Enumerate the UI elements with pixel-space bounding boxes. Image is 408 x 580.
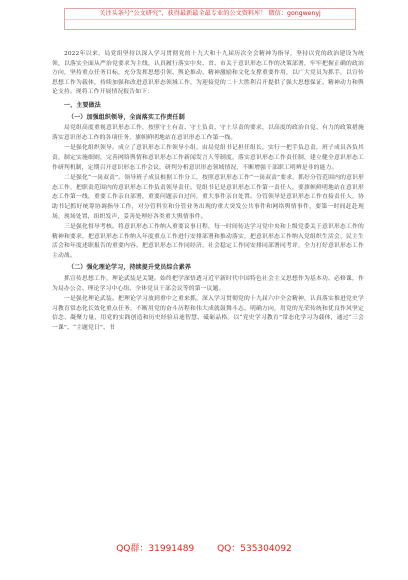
paragraph: 三是强化督导考核。将意识形态工作纳入重要议事日程，每一时间传达学习党中央和上级党委关于意识形态工作的精神和要求，把意识形态工作纳入年度重点工作进行安排部署和推动落实，把意识形态工作纳入党组织生活会、民主生活会和年度述职报告的重要内容。把意识形态工作同经济、社会稳定工作同安排同部署同考评，全力打好意识形态工作主动战。 [52, 224, 364, 259]
promo-banner [64, 8, 356, 30]
banner-text: 关注头条号“公文研究”，获得最新最全最专业的公文资料库！ 微信：gongwenyj [99, 10, 321, 17]
paragraph: 抓宣传思想工作，理论武装是关键。始终把学深悟透习近平新时代中国特色社会主义思想作为基本功、必修课，作为局办公会、理论学习中心组、全体党员干部会议等的第一议题。 [52, 276, 364, 292]
banner-subline [65, 19, 355, 28]
qq-group-text: QQ群：31991489 [116, 544, 195, 554]
intro-paragraph: 2022年以来，局党组坚持以深入学习贯彻党的十九大和十九届历次全会精神为指导，坚持以党的政治建设为统领，以落实全面从严治党要求为主线，认真履行落实中央、省、市关于意识形态工作的决策部署，牢牢把握正确的政治方向，坚持重点任务目标，充分发挥思想引领、舆论推动、精神激励和文化支撑重要作用，以广大党员为抓手，以宣传思想工作为载体，持续加强和改进意识形态领域工作，为迎接党的二十大胜利召开提供了强大思想保证、精神动力和舆论支持。现将工作开展情况报告如下： [52, 51, 364, 96]
paragraph: 一是强化组织领导。成立了意识形态工作领导小组，由局党组书记担任组长，实行一把手负总责，班子成员各负其责，制定实施细则，完善网络舆情和意识形态工作新闻发言人等制度，落实意识形态工作责任制，建立健全意识形态工作研判机制，定期召开意识形态工作会议，研判分析意识形态领域情况，不断增强干部职工明辨是非的能力。 [52, 145, 364, 171]
qq-text: QQ：535304092 [217, 544, 292, 554]
section-heading-main-practices: 一、主要做法 [64, 101, 101, 109]
document-body [52, 50, 364, 335]
paragraph: 二是强化“一岗双责”。领导班子成员根据工作分工，按照意识形态工作“一岗双责”要求，抓好分管范围内的意识形态工作，把职责范围内的意识形态工作负责领导责任。党组书记是意识形态工作第一责任人，要旗帜鲜明地站在意识形态工作第一线，重要工作亲自部署，重要问题亲自过问，重大事件亲自处置。分管领导是意识形态工作直接责任人，协助书记抓好统筹协调指导工作，对分管科室和分管业务出现的重大突发公共事件和网络舆情事件，要第一时间赶赴现场，现场处置，组织发声，妥善处理好各类重大舆情事件。 [52, 175, 364, 220]
footer-contact [0, 541, 408, 554]
paragraph: 一是强化理论武装。把理论学习放到重中之重来抓，深入学习贯彻党的十九届六中全会精神，认真落实推进党史学习教育常态化长效化重点任务，不断用党的奋斗历程和伟大成就鼓舞斗志、明确方向，用党的光荣传统和优良作风坚定信念、凝聚力量，用党的实践创造和历史经验启迪智慧、砥砺品格。以“党史学习教育”常态化学习为载体，通过“三会一课”、“主题党日”、书 [52, 296, 364, 332]
subheading-theory-study: （二）强化理论学习，持续提升党员综合素养 [68, 264, 192, 272]
subheading-organization-leadership: （一）加强组织领导，全面落实工作责任制 [68, 113, 185, 121]
paragraph: 局党组高度重视意识形态工作，按照守土有责、守土负责、守土尽责的要求，以高度的政治自觉、有力的政策措施落实意识形态工作的各项任务，旗帜鲜明地站在意识形态工作第一线。 [52, 125, 364, 141]
